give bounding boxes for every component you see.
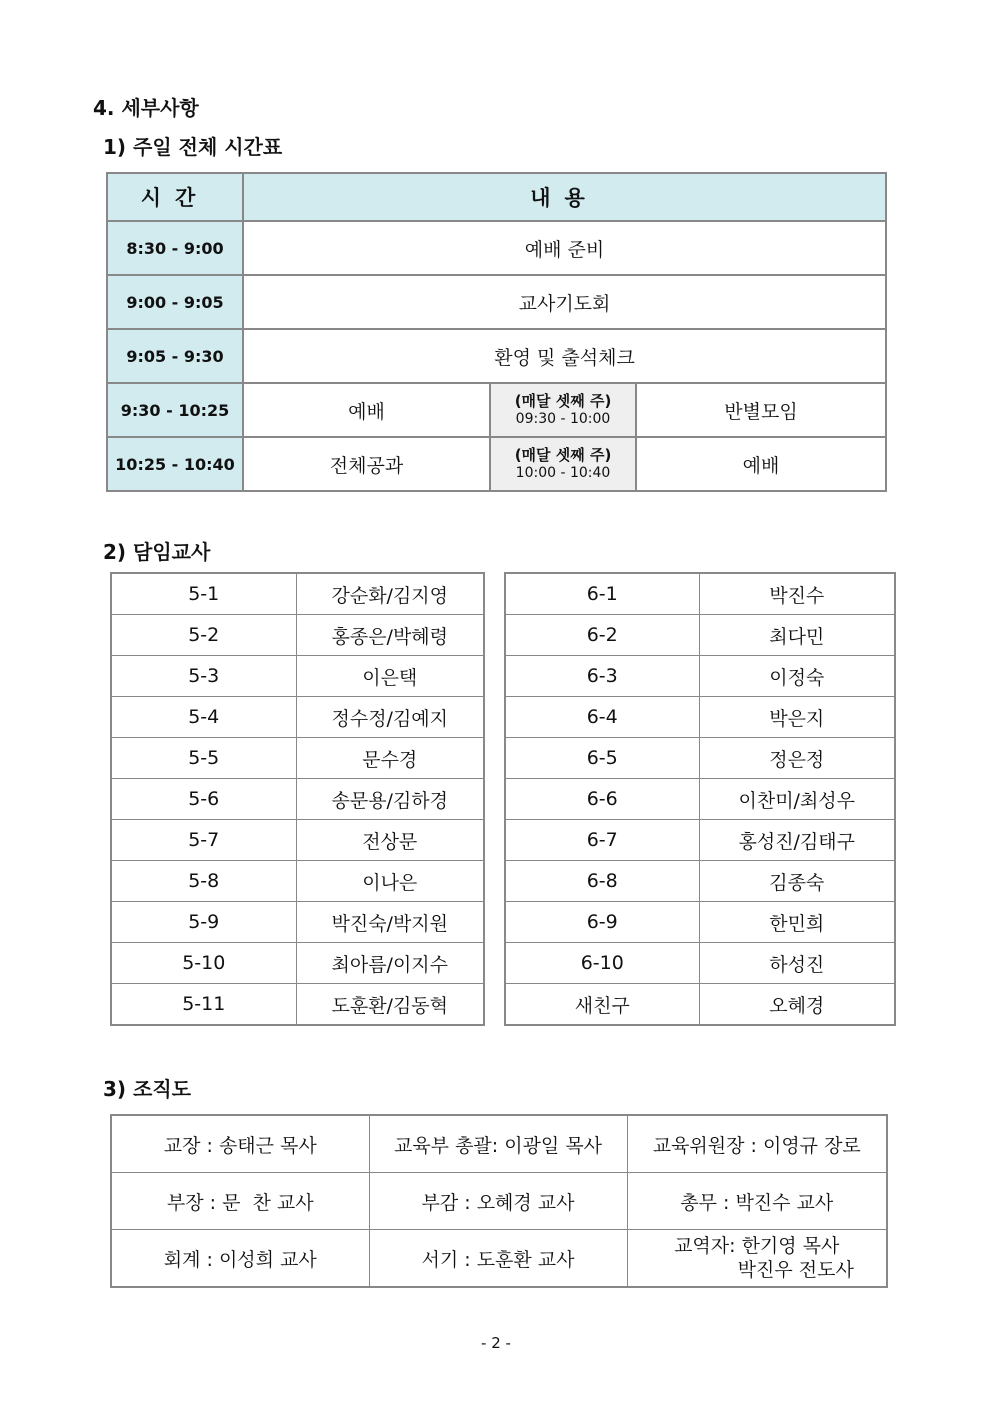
class-cell: 6-2 [505,615,699,656]
teacher-name-cell: 최다민 [699,615,895,656]
pastor-line-1: 교역자: 한기영 목사 [674,1235,840,1257]
teacher-name-cell: 이찬미/최성우 [699,779,895,820]
class-cell: 5-7 [111,820,296,861]
teacher-name-cell: 오혜경 [699,984,895,1026]
teacher-row [505,902,895,943]
schedule-split-row [107,437,886,491]
header-time: 시간 [107,173,243,221]
org-heading: 3) 조직도 [103,1077,191,1101]
teacher-name-cell: 박은지 [699,697,895,738]
schedule-row [107,221,886,275]
schedule-time: 9:30 - 10:25 [107,383,243,437]
org-row [111,1173,887,1230]
teacher-row [111,615,484,656]
teacher-name-cell: 이은택 [296,656,484,697]
schedule-split-row [107,383,886,437]
org-cell: 부장 : 문 찬 교사 [111,1173,369,1230]
teacher-row [111,738,484,779]
teacher-name-cell: 박진숙/박지원 [296,902,484,943]
teacher-name-cell: 도훈환/김동혁 [296,984,484,1026]
teacher-row [505,656,895,697]
class-cell: 새친구 [505,984,699,1026]
org-cell: 총무 : 박진수 교사 [627,1173,887,1230]
teacher-row [111,943,484,984]
teacher-row [505,738,895,779]
note-time: 10:00 - 10:40 [515,465,611,481]
note-title: (매달 셋째 주) [514,446,612,464]
header-content: 내용 [243,173,886,221]
org-cell: 교육위원장 : 이영규 장로 [627,1115,887,1173]
teacher-name-cell: 김종숙 [699,861,895,902]
class-cell: 6-6 [505,779,699,820]
teacher-name-cell: 박진수 [699,573,895,615]
class-cell: 5-3 [111,656,296,697]
class-cell: 5-6 [111,779,296,820]
teacher-row [505,861,895,902]
schedule-content: 예배 준비 [243,221,886,275]
org-cell: 회계 : 이성희 교사 [111,1230,369,1288]
schedule-right-content: 반별모임 [636,383,886,437]
schedule-left-content: 전체공과 [243,437,490,491]
schedule-left-content: 예배 [243,383,490,437]
org-cell: 교육부 총괄: 이광일 목사 [369,1115,627,1173]
class-cell: 6-5 [505,738,699,779]
schedule-header-row [107,173,886,221]
teacher-row [505,615,895,656]
class-cell: 6-7 [505,820,699,861]
class-cell: 6-8 [505,861,699,902]
teacher-name-cell: 송문용/김하경 [296,779,484,820]
class-cell: 5-11 [111,984,296,1026]
teacher-row [111,697,484,738]
teacher-row [505,943,895,984]
class-cell: 6-9 [505,902,699,943]
teacher-name-cell: 홍성진/김태구 [699,820,895,861]
teachers-table-grade5 [110,572,485,1026]
teacher-row [111,656,484,697]
teacher-name-cell: 강순화/김지영 [296,573,484,615]
schedule-time: 9:00 - 9:05 [107,275,243,329]
class-cell: 6-1 [505,573,699,615]
schedule-time: 9:05 - 9:30 [107,329,243,383]
org-cell: 부감 : 오혜경 교사 [369,1173,627,1230]
class-cell: 6-4 [505,697,699,738]
org-cell: 서기 : 도훈환 교사 [369,1230,627,1288]
class-cell: 5-1 [111,573,296,615]
teacher-row [505,984,895,1026]
teacher-name-cell: 이정숙 [699,656,895,697]
org-row [111,1230,887,1288]
teacher-row [111,820,484,861]
schedule-row [107,275,886,329]
org-row [111,1115,887,1173]
class-cell: 5-4 [111,697,296,738]
page-number: - 2 - [481,1334,511,1352]
note-time: 09:30 - 10:00 [515,411,611,427]
teachers-heading: 2) 담임교사 [103,540,211,564]
teacher-name-cell: 이나은 [296,861,484,902]
teacher-row [505,697,895,738]
schedule-note [490,437,636,491]
teacher-row [505,779,895,820]
section-title: 4. 세부사항 [93,96,199,120]
class-cell: 5-8 [111,861,296,902]
teacher-name-cell: 정수정/김예지 [296,697,484,738]
schedule-table [106,172,887,492]
teacher-row [111,861,484,902]
schedule-time: 10:25 - 10:40 [107,437,243,491]
class-cell: 6-3 [505,656,699,697]
note-title: (매달 셋째 주) [514,392,612,410]
teacher-name-cell: 전상문 [296,820,484,861]
teacher-row [111,984,484,1026]
class-cell: 6-10 [505,943,699,984]
schedule-content: 환영 및 출석체크 [243,329,886,383]
teacher-row [111,779,484,820]
teacher-row [505,573,895,615]
class-cell: 5-10 [111,943,296,984]
schedule-heading: 1) 주일 전체 시간표 [103,135,283,159]
org-cell: 교장 : 송태근 목사 [111,1115,369,1173]
class-cell: 5-2 [111,615,296,656]
pastor-line-2: 박진우 전도사 [737,1259,854,1281]
schedule-time: 8:30 - 9:00 [107,221,243,275]
teacher-row [505,820,895,861]
teachers-table-grade6 [504,572,896,1026]
teacher-name-cell: 최아름/이지수 [296,943,484,984]
teacher-name-cell: 하성진 [699,943,895,984]
schedule-content: 교사기도회 [243,275,886,329]
teacher-row [111,573,484,615]
teacher-name-cell: 홍종은/박혜령 [296,615,484,656]
org-chart-table [110,1114,888,1288]
class-cell: 5-9 [111,902,296,943]
schedule-right-content: 예배 [636,437,886,491]
org-cell-pastors [627,1230,887,1288]
teacher-row [111,902,484,943]
teacher-name-cell: 문수경 [296,738,484,779]
teacher-name-cell: 한민희 [699,902,895,943]
teacher-name-cell: 정은정 [699,738,895,779]
schedule-note [490,383,636,437]
class-cell: 5-5 [111,738,296,779]
schedule-row [107,329,886,383]
